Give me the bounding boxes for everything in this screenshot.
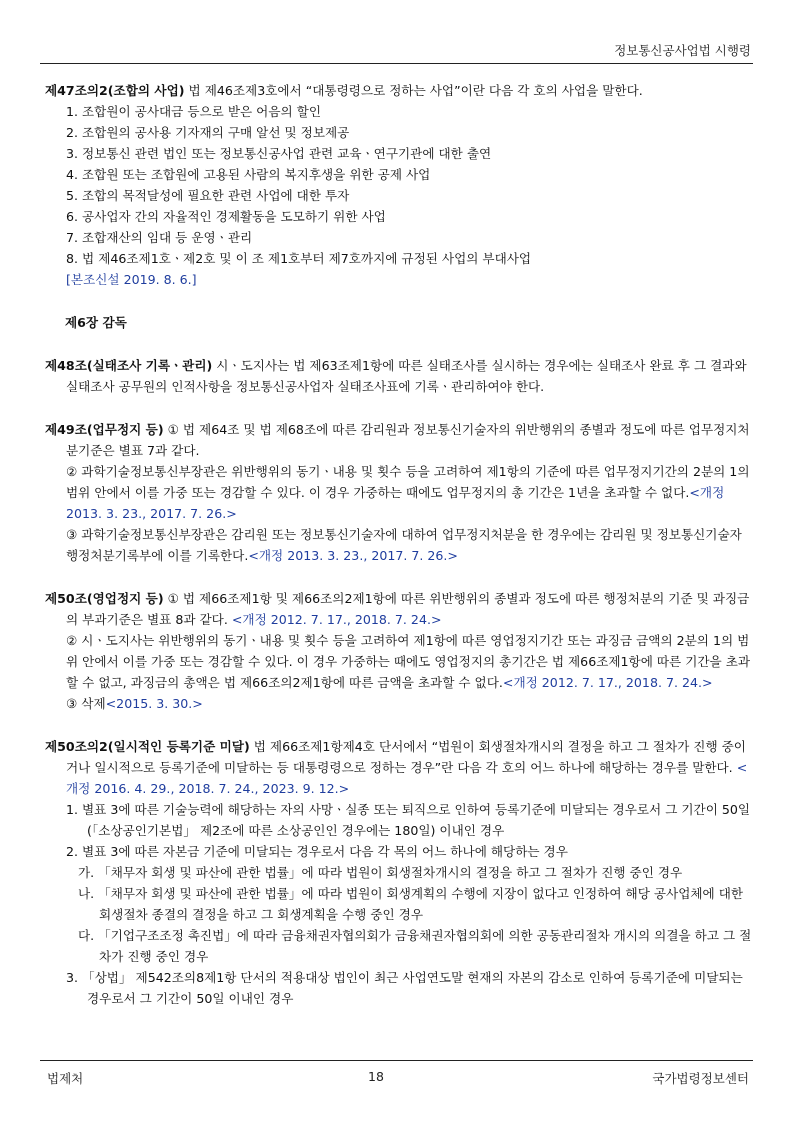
sub-item: 나. 「채무자 회생 및 파산에 관한 법률」에 따라 법원이 회생계획의 수행에 지장이 없다고 인정하여 해당 공사업체에 대한 회생절차 종결의 결정을 하고 그 회생계획을 수행 중인 경우 [78,886,744,922]
paragraph-3: ③ 삭제<2015. 3. 30.> [66,696,203,711]
page-number: 18 [368,1069,384,1084]
list-item: 5. 조합의 목적달성에 필요한 관련 사업에 대한 투자 [66,188,350,203]
amendment-note: <개정 2013. 3. 23., 2017. 7. 26.> [248,548,458,563]
article-title: 제49조(업무정지 등) [45,422,164,437]
header-divider [40,63,753,64]
article-49 [45,419,755,461]
article-48 [45,355,755,397]
footer-center: 국가법령정보센터 [652,1071,749,1086]
list-item: 7. 조합재산의 임대 등 운영ㆍ관리 [66,230,253,245]
list-item: 1. 별표 3에 따른 기술능력에 해당하는 자의 사망ㆍ실종 또는 퇴직으로 인하여 등록기준에 미달되는 경우로서 그 기간이 50일(「소상공인기본법」 제2조에 따른 소상공인인 경우에는 180일) 이내인 경우 [66,802,751,838]
article-text: 법 제66조제1항제4호 단서에서 “법원이 회생절차개시의 결정을 하고 그 절차가 진행 중이거나 일시적으로 등록기준에 미달하는 등 대통령령으로 정하는 경우”란 다음 각 호의 어느 하나에 해당하는 경우를 말한다. [66,739,746,775]
chapter-heading: 제6장 감독 [65,315,127,330]
article-title: 제50조의2(일시적인 등록기준 미달) [45,739,250,754]
paragraph-2: ② 과학기술정보통신부장관은 위반행위의 동기ㆍ내용 및 횟수 등을 고려하여 제1항의 기준에 따른 업무정지기간의 2분의 1의 범위 안에서 이를 가중 또는 경감할 수 있다. 이 경우 가중하는 때에도 업무정지의 총 기간은 1년을 초과할 수 없다.<개정 2013. 3. 23., 2017. 7. 26.> [66,464,750,521]
amendment-note: [본조신설 2019. 8. 6.] [66,272,197,287]
article-title: 제50조(영업정지 등) [45,591,164,606]
list-item: 2. 조합원의 공사용 기자재의 구매 알선 및 정보제공 [66,125,350,140]
article-50 [45,588,755,630]
footer-divider [40,1060,753,1061]
paragraph-1: ① 법 제64조 및 법 제68조에 따른 감리원과 정보통신기술자의 위반행위의 종별과 정도에 따른 업무정지처분기준은 별표 7과 같다. [66,422,750,458]
article-text: 법 제46조제3호에서 “대통령령으로 정하는 사업”이란 다음 각 호의 사업을 말한다. [184,83,643,98]
article-47-2 [45,80,755,101]
paragraph-3: ③ 과학기술정보통신부장관은 감리원 또는 정보통신기술자에 대하여 업무정지처분을 한 경우에는 감리원 및 정보통신기술자 행정처분기록부에 이를 기록한다.<개정 2013. 3. 23., 2017. 7. 26.> [66,527,742,563]
sub-item: 다. 「기업구조조정 촉진법」에 따라 금융채권자협의회가 금융채권자협의회에 의한 공동관리절차 개시의 의결을 하고 그 절차가 진행 중인 경우 [78,928,752,964]
list-item: 8. 법 제46조제1호ㆍ제2호 및 이 조 제1호부터 제7호까지에 규정된 사업의 부대사업 [66,251,532,266]
amendment-note: <개정 2012. 7. 17., 2018. 7. 24.> [502,675,713,690]
article-title: 제48조(실태조사 기록ㆍ관리) [45,358,213,373]
amendment-note: <2015. 3. 30.> [105,696,203,711]
article-text: 시ㆍ도지사는 법 제63조제1항에 따른 실태조사를 실시하는 경우에는 실태조사 완료 후 그 결과와 실태조사 공무원의 인적사항을 정보통신공사업자 실태조사표에 기록ㆍ관리하여야 한다. [66,358,747,394]
article-title: 제47조의2(조합의 사업) [45,83,185,98]
list-item: 6. 공사업자 간의 자율적인 경제활동을 도모하기 위한 사업 [66,209,386,224]
amendment-note: <개정 2012. 7. 17., 2018. 7. 24.> [231,612,442,627]
page-header-title: 정보통신공사업법 시행령 [614,43,751,58]
footer-source: 법제처 [47,1071,84,1086]
list-item: 1. 조합원이 공사대금 등으로 받은 어음의 할인 [66,104,322,119]
amendment-note: <개정 2013. 3. 23., 2017. 7. 26.> [66,485,725,521]
amendment-note: <개정 2016. 4. 29., 2018. 7. 24., 2023. 9. 12.> [66,760,748,796]
list-item: 3. 「상법」 제542조의8제1항 단서의 적용대상 법인이 최근 사업연도말 현재의 자본의 감소로 인하여 등록기준에 미달되는 경우로서 그 기간이 50일 이내인 경우 [66,970,743,1006]
paragraph-2: ② 시ㆍ도지사는 위반행위의 동기ㆍ내용 및 횟수 등을 고려하여 제1항에 따른 영업정지기간 또는 과징금 금액의 2분의 1의 범위 안에서 이를 가중 또는 경감할 수 있다. 이 경우 가중하는 때에도 영업정지의 총기간은 법 제66조제1항에 따른 기간을 초과할 수 없고, 과징금의 총액은 법 제66조의2제1항에 따른 금액을 초과할 수 없다.<개정 2012. 7. 17., 2018. 7. 24.> [66,633,751,690]
document-body [45,80,755,1009]
list-item: 2. 별표 3에 따른 자본금 기준에 미달되는 경우로서 다음 각 목의 어느 하나에 해당하는 경우 [66,844,568,859]
list-item: 4. 조합원 또는 조합원에 고용된 사람의 복지후생을 위한 공제 사업 [66,167,431,182]
article-50-2 [45,736,755,799]
list-item: 3. 정보통신 관련 법인 또는 정보통신공사업 관련 교육ㆍ연구기관에 대한 출연 [66,146,492,161]
sub-item: 가. 「채무자 회생 및 파산에 관한 법률」에 따라 법원이 회생절차개시의 결정을 하고 그 절차가 진행 중인 경우 [78,865,683,880]
paragraph-1: ① 법 제66조제1항 및 제66조의2제1항에 따른 위반행위의 종별과 정도에 따른 행정처분의 기준 및 과징금의 부과기준은 별표 8과 같다. [66,591,750,627]
